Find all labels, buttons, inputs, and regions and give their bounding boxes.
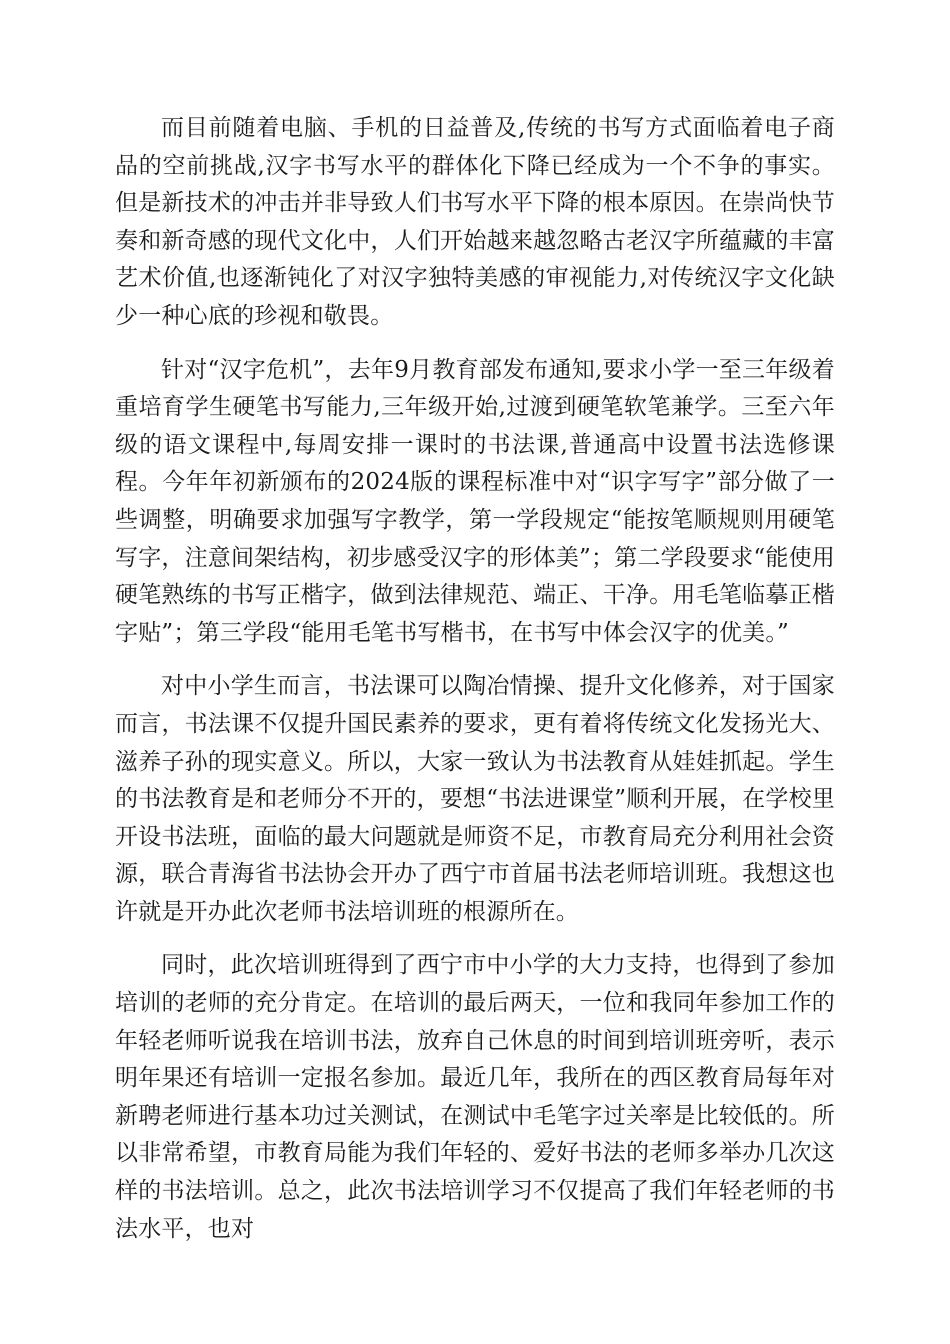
paragraph-2: 针对“汉字危机”，去年9月教育部发布通知,要求小学一至三年级着重培育学生硬笔书写能力,三年级开始,过渡到硬笔软笔兼学。三至六年级的语文课程中,每周安排一课时的书法课,普通高中设置书法选修课程。今年年初新颁布的2024版的课程标准中对“识字写字”部分做了一些调整，明确要求加强写字教学，第一学段规定“能按笔顺规则用硬笔写字，注意间架结构，初步感受汉字的形体美”；第二学段要求“能使用硬笔熟练的书写正楷字，做到法律规范、端正、干净。用毛笔临摹正楷字贴”；第三学段“能用毛笔书写楷书，在书写中体会汉字的优美。” bbox=[115, 356, 835, 646]
paragraph-4: 同时，此次培训班得到了西宁市中小学的大力支持，也得到了参加培训的老师的充分肯定。在培训的最后两天，一位和我同年参加工作的年轻老师听说我在培训书法，放弃自己休息的时间到培训班旁听，表示明年果还有培训一定报名参加。最近几年，我所在的西区教育局每年对新聘老师进行基本功过关测试，在测试中毛笔字过关率是比较低的。所以非常希望，市教育局能为我们年轻的、爱好书法的老师多举办几次这样的书法培训。总之，此次书法培训学习不仅提高了我们年轻老师的书法水平，也对 bbox=[115, 952, 835, 1242]
document-body bbox=[115, 110, 835, 1264]
paragraph-3: 对中小学生而言，书法课可以陶冶情操、提升文化修养，对于国家而言，书法课不仅提升国民素养的要求，更有着将传统文化发扬光大、滋养子孙的现实意义。所以，大家一致认为书法教育从娃娃抓起。学生的书法教育是和老师分不开的，要想“书法进课堂”顺利开展，在学校里开设书法班，面临的最大问题就是师资不足，市教育局充分利用社会资源，联合青海省书法协会开办了西宁市首届书法老师培训班。我想这也许就是开办此次老师书法培训班的根源所在。 bbox=[115, 673, 835, 925]
paragraph-1: 而目前随着电脑、手机的日益普及,传统的书写方式面临着电子商品的空前挑战,汉字书写水平的群体化下降已经成为一个不争的事实。但是新技术的冲击并非导致人们书写水平下降的根本原因。在崇尚快节奏和新奇感的现代文化中，人们开始越来越忽略古老汉字所蕴藏的丰富艺术价值,也逐渐钝化了对汉字独特美感的审视能力,对传统汉字文化缺少一种心底的珍视和敬畏。 bbox=[115, 115, 835, 329]
